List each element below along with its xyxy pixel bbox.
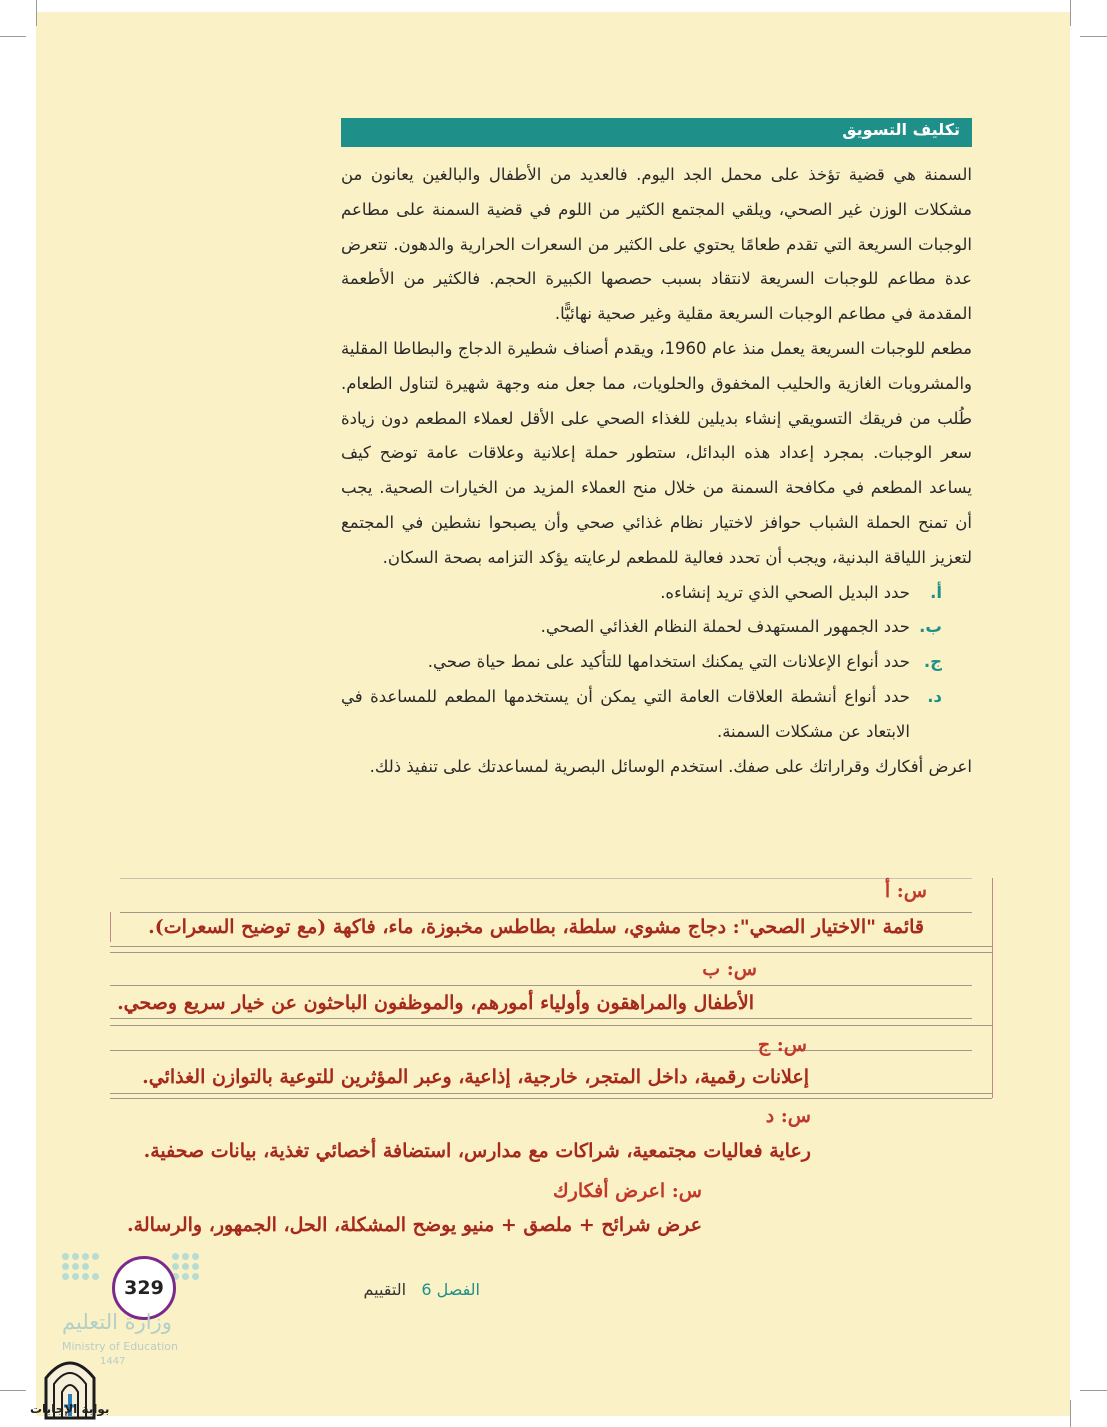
- crop-mark: [1080, 1390, 1107, 1391]
- answer-rule: [110, 1093, 992, 1094]
- page-number: 329: [112, 1256, 176, 1320]
- question-item: [341, 680, 972, 750]
- answer-label-c: س: ج: [757, 1034, 807, 1056]
- answer-text-present: عرض شرائح + ملصق + منيو يوضح المشكلة، الحل، الجمهور، والرسالة.: [127, 1214, 702, 1236]
- question-list: [341, 576, 972, 750]
- chapter-label: الفصل 6: [421, 1280, 480, 1299]
- answer-rule: [120, 912, 972, 913]
- answer-text-c: إعلانات رقمية، داخل المتجر، خارجية، إذاعية، وعبر المؤثرين للتوعية بالتوازن الغذائي.: [142, 1066, 809, 1088]
- question-item: [341, 610, 972, 645]
- section-header-bar: [341, 118, 972, 147]
- answer-rule: [110, 952, 992, 953]
- crop-mark: [36, 0, 37, 26]
- paragraph-scenario: مطعم للوجبات السريعة يعمل منذ عام 1960، ويقدم أصناف شطيرة الدجاج والبطاطا المقلية والمشروبات الغازية والحليب المخفوق والحلويات، مما جعل منه وجهة شهيرة لتناول الطعام. طُلب من فريقك التسويقي إنشاء بديلين للغذاء الصحي على الأقل لعملاء المطعم دون زيادة سعر الوجبات. بمجرد إعداد هذه البدائل، ستطور حملة إعلانية وعلاقات عامة توضح كيف يساعد المطعم في مكافحة السمنة من خلال منح العملاء المزيد من الخيارات الصحية. يجب أن تمنح الحملة الشباب حوافز لاختيار نظام غذائي صحي وأن يصبحوا نشطين في المجتمع لتعزيز اللياقة البدنية، ويجب أن تحدد فعالية للمطعم لرعايته يؤكد التزامه بصحة السكان.: [341, 338, 972, 567]
- crop-mark: [0, 1390, 26, 1391]
- answer-rule: [110, 985, 972, 986]
- answer-rule: [120, 878, 972, 879]
- site-name: بوابة الإجابات: [30, 1402, 110, 1416]
- body-text: [341, 158, 972, 784]
- answer-label-a: س: أ: [884, 880, 927, 902]
- paragraph-closing: اعرض أفكارك وقراراتك على صفك. استخدم الوسائل البصرية لمساعدتك على تنفيذ ذلك.: [369, 756, 972, 776]
- ministry-name-en: Ministry of Education: [62, 1340, 179, 1353]
- question-letter: ج.: [923, 652, 942, 672]
- crop-mark: [0, 36, 26, 37]
- answer-margin: [992, 878, 993, 1098]
- answer-rule: [110, 946, 992, 947]
- crop-mark: [1080, 36, 1107, 37]
- answer-label-present: س: اعرض أفكارك: [553, 1180, 702, 1202]
- question-item: [341, 645, 972, 680]
- answer-rule: [110, 1018, 972, 1019]
- ministry-name-ar: وزارة التعليم: [62, 1310, 172, 1334]
- question-text: حدد أنواع الإعلانات التي يمكنك استخدامها للتأكيد على نمط حياة صحي.: [427, 652, 910, 672]
- answer-text-b: الأطفال والمراهقون وأولياء أمورهم، والموظفون الباحثون عن خيار سريع وصحي.: [117, 992, 754, 1014]
- crop-mark: [1070, 1400, 1071, 1427]
- question-text: حدد البديل الصحي الذي تريد إنشاءه.: [660, 582, 910, 602]
- crop-mark: [1070, 0, 1071, 26]
- answer-label-b: س: ب: [702, 958, 757, 980]
- question-letter: أ.: [930, 582, 942, 602]
- answer-text-d: رعاية فعاليات مجتمعية، شراكات مع مدارس، استضافة أخصائي تغذية، بيانات صحفية.: [143, 1140, 811, 1162]
- question-item: [341, 576, 972, 611]
- answer-margin: [110, 912, 111, 942]
- answer-rule: [110, 1025, 992, 1026]
- question-text: حدد الجمهور المستهدف لحملة النظام الغذائي الصحي.: [540, 617, 910, 637]
- question-text: حدد أنواع أنشطة العلاقات العامة التي يمكن أن يستخدمها المطعم للمساعدة في الابتعاد عن مشكلات السمنة.: [341, 686, 910, 741]
- question-letter: د.: [927, 686, 942, 706]
- chapter-title: التقييم: [363, 1280, 407, 1299]
- answer-rule: [110, 1098, 992, 1099]
- answer-label-d: س: د: [765, 1105, 811, 1127]
- ministry-year: 1447: [100, 1356, 126, 1367]
- question-letter: ب.: [919, 617, 942, 637]
- answer-rule: [110, 1050, 972, 1051]
- section-title: تكليف التسويق: [842, 120, 960, 139]
- answer-text-a: قائمة "الاختيار الصحي": دجاج مشوي، سلطة، بطاطس مخبوزة، ماء، فاكهة (مع توضيح السعرات).: [148, 916, 924, 938]
- footer-chapter: [340, 1280, 480, 1302]
- paragraph-intro: السمنة هي قضية تؤخذ على محمل الجد اليوم. فالعديد من الأطفال والبالغين يعانون من مشكلات الوزن غير الصحي، ويلقي المجتمع الكثير من اللوم في قضية السمنة على مطاعم الوجبات السريعة التي تقدم طعامًا يحتوي على الكثير من السعرات الحرارية والدهون. تتعرض عدة مطاعم للوجبات السريعة لانتقاد بسبب حصصها الكبيرة الحجم. فالكثير من الأطعمة المقدمة في مطاعم الوجبات السريعة مقلية وغير صحية نهائيًّا.: [341, 165, 972, 324]
